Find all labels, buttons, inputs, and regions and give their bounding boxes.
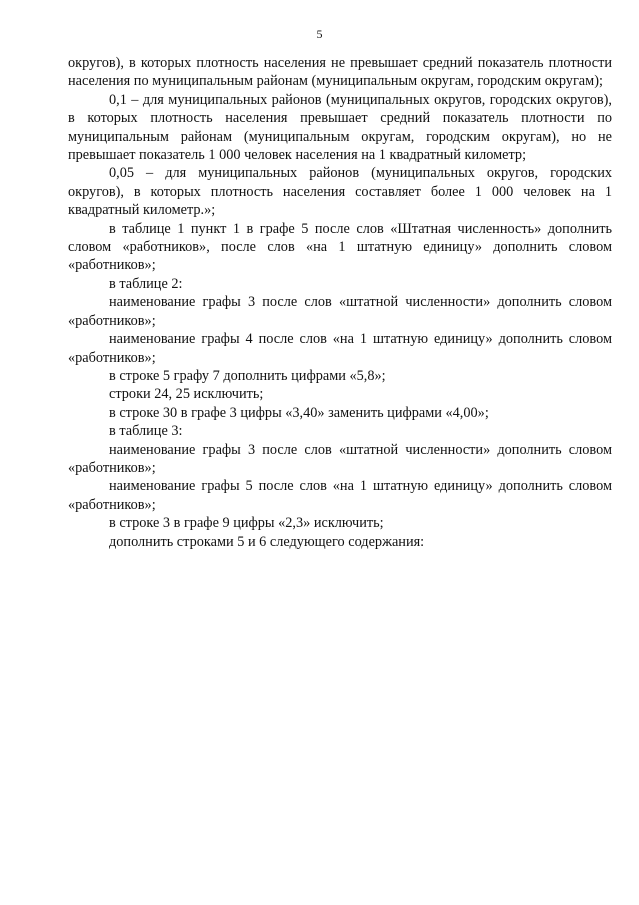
paragraph-table2-column3: наименование графы 3 после слов «штатной численности» дополнить словом «работников»; [68, 294, 612, 329]
paragraph-table2-heading: в таблице 2: [109, 275, 183, 292]
document-body [68, 54, 612, 551]
paragraph-table2-row5: в строке 5 графу 7 дополнить цифрами «5,8»; [109, 367, 386, 384]
paragraph-coefficient-0-1: 0,1 – для муниципальных районов (муниципальных округов, городских округов), в которых плотность населения превышает средний показатель плотности по муниципальным районам (муниципальным округам, городским округам), но не превышает показатель 1 000 человек населения на 1 квадратный километр; [68, 91, 612, 164]
paragraph-coefficient-0-05: 0,05 – для муниципальных районов (муниципальных округов, городских округов), в которых плотность населения составляет более 1 000 человек на 1 квадратный километр.»; [68, 165, 612, 219]
paragraph-table2-rows24-25: строки 24, 25 исключить; [109, 386, 264, 403]
page-number: 5 [316, 27, 323, 41]
paragraph-table3-column3: наименование графы 3 после слов «штатной численности» дополнить словом «работников»; [68, 441, 612, 476]
paragraph-table3-column5: наименование графы 5 после слов «на 1 штатную единицу» дополнить словом «работников»; [68, 478, 612, 513]
paragraph-table2-row30: в строке 30 в графе 3 цифры «3,40» заменить цифрами «4,00»; [109, 404, 489, 421]
paragraph-continuation: округов), в которых плотность населения не превышает средний показатель плотности населения по муниципальным районам (муниципальным округам, городским округам); [68, 55, 612, 90]
paragraph-table3-row3: в строке 3 в графе 9 цифры «2,3» исключить; [109, 515, 384, 532]
paragraph-table2-column4: наименование графы 4 после слов «на 1 штатную единицу» дополнить словом «работников»; [68, 331, 612, 366]
paragraph-table1-amendment: в таблице 1 пункт 1 в графе 5 после слов «Штатная численность» дополнить словом «работников», после слов «на 1 штатную единицу» дополнить словом «работников»; [68, 220, 612, 274]
paragraph-table3-heading: в таблице 3: [109, 423, 183, 440]
paragraph-add-rows: дополнить строками 5 и 6 следующего содержания: [109, 533, 425, 550]
